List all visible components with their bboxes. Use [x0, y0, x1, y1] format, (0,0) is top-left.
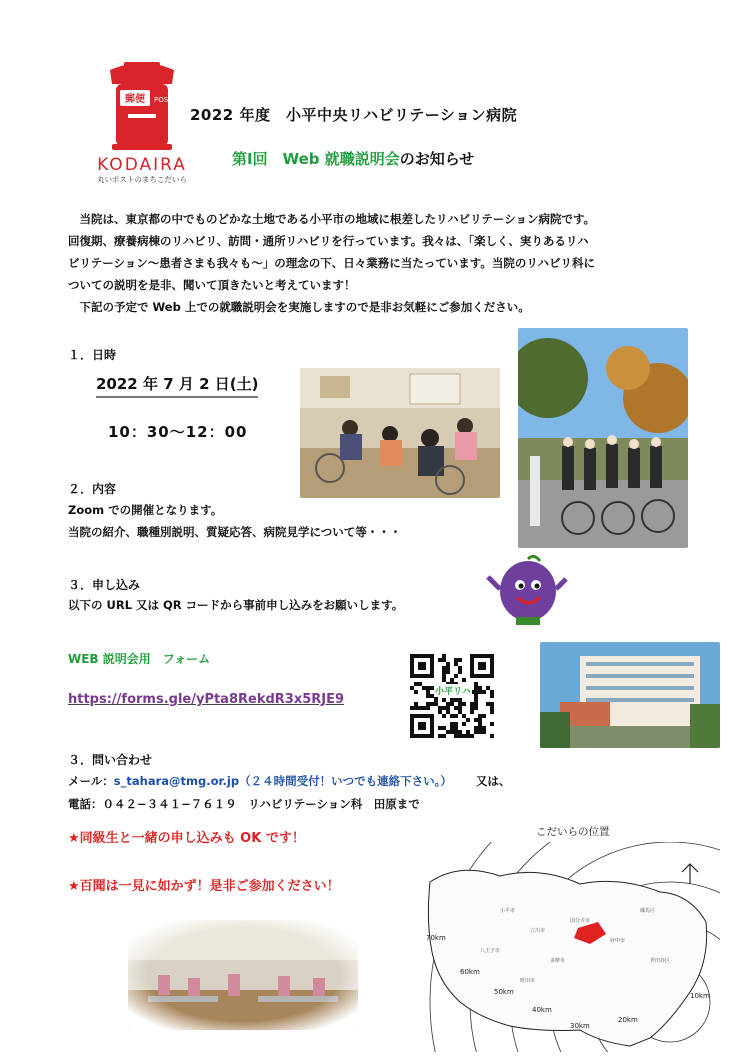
- ring-label: 40km: [532, 1006, 552, 1014]
- brand-tagline: 丸いポストのまちこだいら: [97, 175, 187, 184]
- content-line-zoom: Zoom での開催となります。: [68, 503, 223, 517]
- event-title-suffix: のお知らせ: [399, 150, 475, 168]
- post-label: POST: [154, 96, 173, 104]
- svg-text:練馬区: 練馬区: [640, 908, 656, 914]
- mascot-character: [484, 555, 570, 625]
- note-join-us: ★百聞は一見に如かず！是非ご参加ください！: [68, 879, 340, 894]
- note-friends-welcome: ★同級生と一緒の申し込みも OK です！: [68, 831, 305, 846]
- intro-line: ビリテーション〜患者さまも我々も〜」の理念の下、日々業務に当たっています。当院のリハビリ科に: [68, 256, 596, 270]
- svg-text:八王子市: 八王子市: [480, 948, 501, 954]
- page-title: 2022 年度 小平中央リハビリテーション病院: [190, 106, 518, 124]
- mail-suffix: 又は、: [475, 774, 511, 788]
- map-title: こだいらの位置: [536, 826, 610, 838]
- event-date: 2022 年 7 月 2 日(土): [96, 373, 258, 398]
- section-contact-heading: ３．問い合わせ: [68, 753, 153, 767]
- qr-label: 小平リハ: [435, 687, 471, 697]
- ring-label: 30km: [570, 1022, 590, 1030]
- svg-text:国分寺市: 国分寺市: [570, 918, 591, 924]
- content-line-details: 当院の紹介、職種別説明、質疑応答、病院見学について等・・・: [68, 525, 402, 539]
- form-url-link[interactable]: https://forms.gle/yPta8RekdR3x5RJE9: [68, 692, 345, 707]
- svg-text:府中市: 府中市: [610, 938, 626, 944]
- ring-label: 50km: [494, 988, 514, 996]
- qr-code[interactable]: [410, 654, 494, 738]
- event-time: 10：30〜12：00: [108, 423, 248, 441]
- mail-prefix: メール：: [68, 774, 114, 788]
- intro-line: 当院は、東京都の中でものどかな土地である小平市の地域に根差したリハビリテーション病院です。: [68, 212, 596, 226]
- tokyo-map: [420, 842, 720, 1052]
- ring-label: 20km: [618, 1016, 638, 1024]
- staff-outdoor-photo: [518, 328, 688, 548]
- svg-text:世田谷区: 世田谷区: [650, 958, 671, 964]
- brand-name: KODAIRA: [97, 155, 187, 175]
- cafeteria-photo: [128, 920, 358, 1030]
- event-title-green: 第Ⅰ回 Web 就職説明会: [232, 150, 400, 168]
- north-arrow-icon: [682, 864, 698, 884]
- form-heading: WEB 説明会用 フォーム: [68, 652, 211, 666]
- section-content-heading: ２．内容: [68, 482, 117, 496]
- apply-instruction: 以下の URL 又は QR コードから事前申し込みをお願いします。: [68, 598, 404, 612]
- hospital-building-photo: [540, 642, 720, 748]
- intro-line: 回復期、療養病棟のリハビリ、訪問・通所リハビリを行っています。我々は、「楽しく、実りあるリハ: [68, 234, 589, 248]
- event-title: [232, 148, 474, 169]
- contact-mail-line: [68, 773, 510, 789]
- ring-label: 70km: [426, 934, 446, 942]
- section-datetime-heading: １．日時: [68, 348, 117, 362]
- intro-paragraph: [68, 208, 688, 318]
- svg-text:多摩市: 多摩市: [550, 958, 566, 964]
- svg-text:立川市: 立川市: [530, 928, 546, 934]
- svg-text:郵便: 郵便: [125, 94, 145, 105]
- svg-text:町田市: 町田市: [520, 978, 536, 984]
- contact-email[interactable]: s_tahara@tmg.or.jp（２４時間受付！いつでも連絡下さい。）: [113, 774, 452, 788]
- rehab-room-photo: [300, 368, 500, 498]
- ring-label: 10km: [690, 992, 710, 1000]
- section-apply-heading: ３．申し込み: [68, 578, 141, 592]
- contact-phone: 電話：０４２−３４１−７６１９ リハビリテーション科 田原まで: [68, 797, 420, 811]
- svg-text:小平市: 小平市: [500, 908, 516, 914]
- ring-label: 60km: [460, 968, 480, 976]
- intro-line: ついての説明を是非、聞いて頂きたいと考えています！: [68, 278, 356, 292]
- intro-line: 下記の予定で Web 上での就職説明会を実施しますので是非お気軽にご参加ください。: [68, 300, 530, 314]
